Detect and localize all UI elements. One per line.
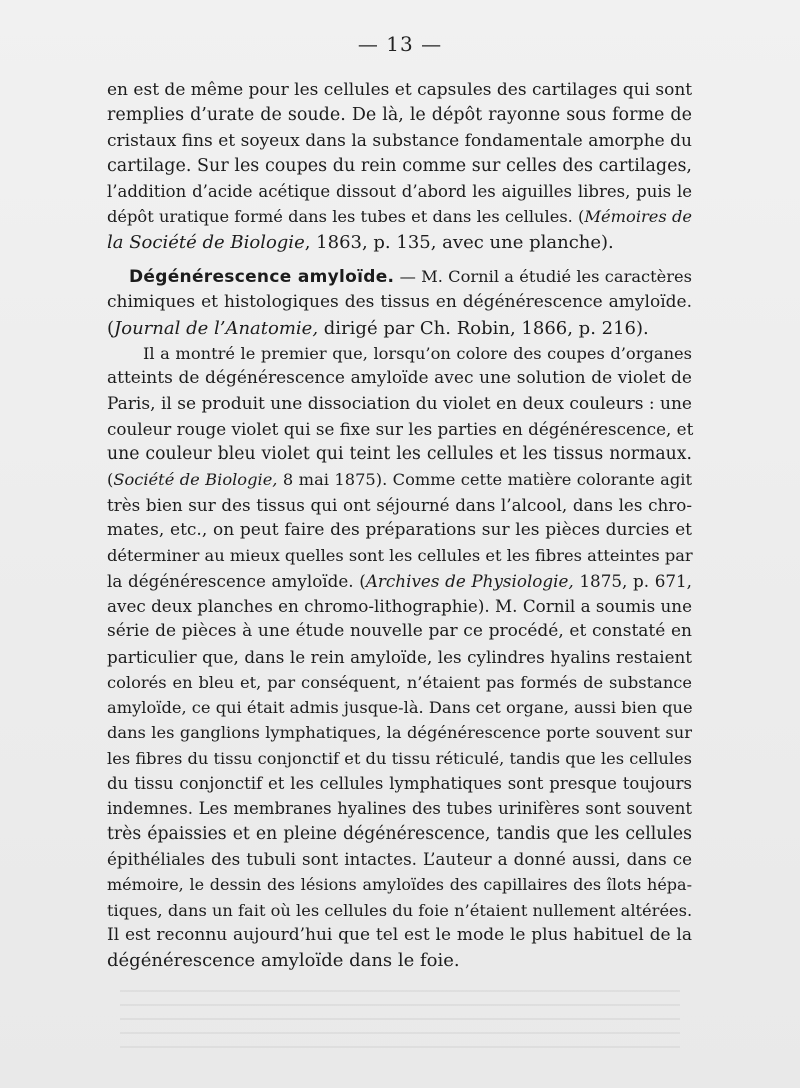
citation-title: Journal de l’Anatomie, bbox=[114, 317, 319, 339]
text-line: atteints de dégénérescence amyloïde avec une solution de violet de bbox=[107, 368, 692, 389]
text-line: l’addition d’acide acétique dissout d’abord les aiguilles libres, puis le bbox=[107, 182, 692, 202]
text-run: la dégénérescence amyloïde. ( bbox=[107, 570, 366, 591]
text-line: très bien sur des tissus qui ont séjourné dans l’alcool, dans les chro- bbox=[107, 494, 692, 515]
section-heading: Dégénérescence amyloïde. bbox=[129, 267, 395, 288]
text-line bbox=[107, 467, 692, 492]
text-line: remplies d’urate de soude. De là, le dépôt rayonne sous forme de bbox=[107, 105, 692, 126]
text-line bbox=[107, 230, 692, 255]
paragraph-1 bbox=[107, 78, 692, 255]
text-line: du tissu conjonctif et les cellules lymphatiques sont presque toujours bbox=[107, 774, 692, 794]
text-line: chimiques et histologiques des tissus en dégénérescence amyloïde. bbox=[107, 292, 692, 313]
text-line: très épaissies et en pleine dégénérescence, tandis que les cellules bbox=[107, 823, 692, 844]
text-line: particulier que, dans le rein amyloïde, les cylindres hyalins restaient bbox=[107, 646, 692, 667]
text-line: série de pièces à une étude nouvelle par ce procédé, et constaté en bbox=[107, 621, 692, 642]
text-run: 8 mai 1875). Comme cette matière colorante agit bbox=[277, 470, 692, 490]
text-line bbox=[107, 204, 692, 229]
text-run: 1875, p. 671, bbox=[573, 570, 692, 591]
citation-title: Société de Biologie, bbox=[113, 470, 278, 490]
text-line: indemnes. Les membranes hyalines des tubes urinifères sont souvent bbox=[107, 799, 692, 819]
text-line: dégénérescence amyloïde dans le foie. bbox=[107, 950, 460, 972]
text-line bbox=[107, 264, 692, 290]
text-line: cristaux fins et soyeux dans la substance fondamentale amorphe du bbox=[107, 130, 692, 151]
text-run: , 1863, p. 135, avec une planche). bbox=[304, 231, 614, 253]
text-line: épithéliales des tubuli sont intactes. L’auteur a donné aussi, dans ce bbox=[107, 848, 692, 869]
text-line: dans les ganglions lymphatiques, la dégénérescence porte souvent sur bbox=[107, 723, 692, 743]
paragraph-3 bbox=[107, 341, 692, 973]
text-run: ( bbox=[107, 470, 114, 490]
text-line: avec deux planches en chromo-lithographie). M. Cornil a soumis une bbox=[107, 595, 692, 616]
show-through-bleed bbox=[120, 990, 680, 1050]
text-line: en est de même pour les cellules et capsules des cartilages qui sont bbox=[107, 80, 693, 100]
text-line: couleur rouge violet qui se fixe sur les parties en dégénérescence, et bbox=[107, 418, 694, 439]
text-line: les fibres du tissu conjonctif et du tissu réticulé, tandis que les cellules bbox=[107, 748, 692, 768]
text-line: Paris, il se produit une dissociation du violet en deux couleurs : une bbox=[107, 393, 692, 414]
text-run: ( bbox=[107, 317, 115, 339]
text-line: Il est reconnu aujourd’hui que tel est le mode le plus habituel de la bbox=[107, 924, 692, 945]
citation-title: Mémoires de bbox=[584, 207, 692, 227]
citation-title: la Société de Biologie bbox=[107, 231, 305, 253]
text-line: amyloïde, ce qui était admis jusque-là. Dans cet organe, aussi bien que bbox=[107, 698, 693, 718]
text-line: mates, etc., on peut faire des préparations sur les pièces durcies et bbox=[107, 520, 692, 541]
text-line: colorés en bleu et, par conséquent, n’étaient pas formés de substance bbox=[107, 672, 692, 692]
page-number: — 13 — bbox=[357, 32, 443, 56]
text-line: déterminer au mieux quelles sont les cellules et les fibres atteintes par bbox=[107, 546, 693, 566]
text-line: une couleur bleu violet qui teint les cellules et les tissus normaux. bbox=[107, 444, 692, 465]
text-line: Il a montré le premier que, lorsqu’on colore des coupes d’organes bbox=[143, 343, 692, 363]
text-line bbox=[107, 569, 692, 594]
text-line: cartilage. Sur les coupes du rein comme sur celles des cartilages, bbox=[107, 155, 692, 176]
citation-title: Archives de Physiologie, bbox=[365, 570, 574, 591]
text-line: mémoire, le dessin des lésions amyloïdes des capillaires des îlots hépa- bbox=[107, 875, 692, 895]
text-run: dépôt uratique formé dans les tubes et dans les cellules. ( bbox=[107, 207, 585, 227]
text-run: dirigé par Ch. Robin, 1866, p. 216). bbox=[318, 317, 649, 339]
body-text bbox=[107, 78, 692, 973]
text-run: — M. Cornil a étudié les caractères bbox=[394, 267, 692, 287]
text-line: tiques, dans un fait où les cellules du foie n’étaient nullement altérées. bbox=[107, 900, 693, 920]
paragraph-2 bbox=[107, 264, 692, 341]
text-line bbox=[107, 316, 692, 341]
